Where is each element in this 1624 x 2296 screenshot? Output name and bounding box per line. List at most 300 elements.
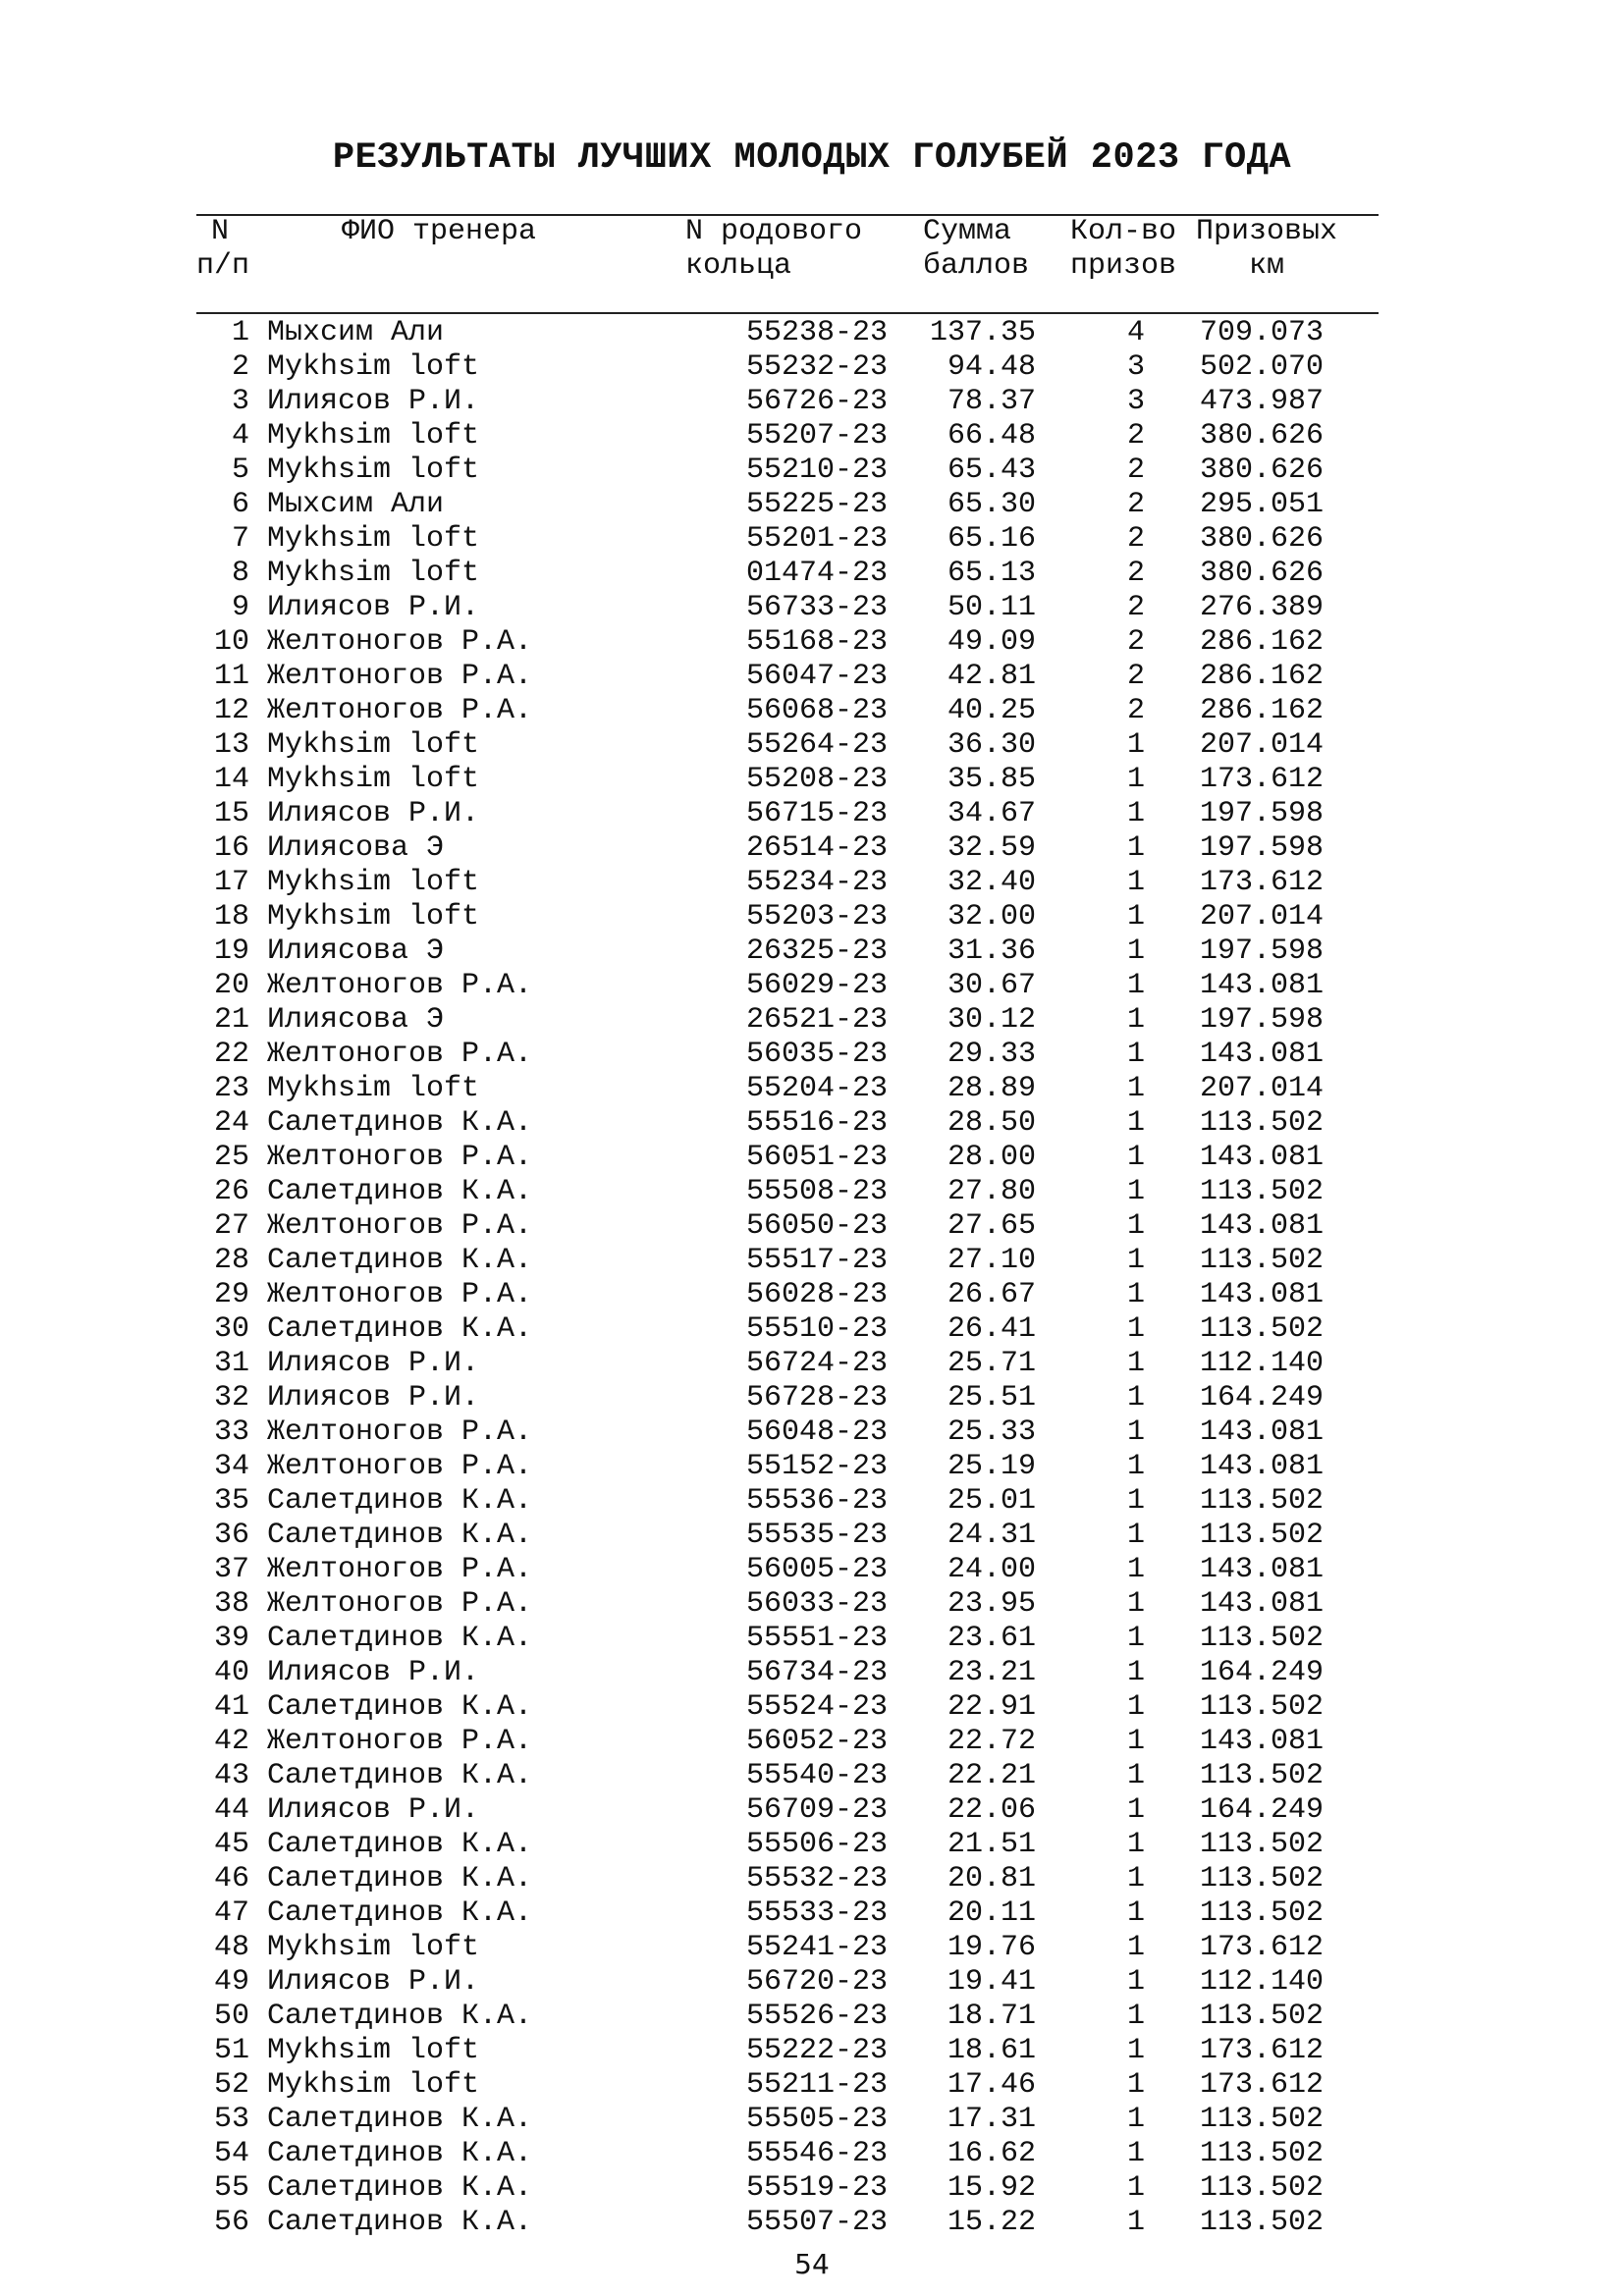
row-number: 31 bbox=[213, 1347, 249, 1380]
score-sum: 23.61 bbox=[947, 1622, 1036, 1655]
row-number: 35 bbox=[213, 1484, 249, 1518]
prize-count: 1 bbox=[1126, 1759, 1145, 1792]
score-sum: 28.50 bbox=[947, 1106, 1036, 1140]
results-table-body bbox=[0, 316, 1624, 2240]
table-row bbox=[0, 1347, 1624, 1381]
prize-count: 1 bbox=[1126, 1725, 1145, 1758]
row-number: 32 bbox=[213, 1381, 249, 1415]
prize-km: 143.081 bbox=[1199, 1209, 1324, 1243]
score-sum: 22.06 bbox=[947, 1793, 1036, 1827]
row-number: 39 bbox=[213, 1622, 249, 1655]
ring-number: 55238-23 bbox=[745, 316, 888, 349]
row-number: 37 bbox=[213, 1553, 249, 1586]
table-row bbox=[0, 1622, 1624, 1656]
prize-count: 1 bbox=[1126, 2171, 1145, 2205]
score-sum: 23.21 bbox=[947, 1656, 1036, 1689]
prize-count: 1 bbox=[1126, 1690, 1145, 1724]
prize-km: 113.502 bbox=[1199, 1690, 1324, 1724]
header-sum-line2: баллов bbox=[923, 249, 1030, 283]
score-sum: 24.31 bbox=[947, 1519, 1036, 1552]
row-number: 29 bbox=[213, 1278, 249, 1311]
row-number: 19 bbox=[213, 934, 249, 968]
row-number: 54 bbox=[213, 2137, 249, 2170]
table-row bbox=[0, 1415, 1624, 1450]
ring-number: 56028-23 bbox=[745, 1278, 888, 1311]
row-number: 33 bbox=[213, 1415, 249, 1449]
prize-count: 2 bbox=[1126, 625, 1145, 659]
table-row bbox=[0, 694, 1624, 728]
prize-km: 173.612 bbox=[1199, 763, 1324, 796]
row-number: 34 bbox=[213, 1450, 249, 1483]
trainer-name: Илиясов Р.И. bbox=[267, 1656, 480, 1689]
row-number: 24 bbox=[213, 1106, 249, 1140]
prize-count: 1 bbox=[1126, 1141, 1145, 1174]
prize-count: 2 bbox=[1126, 419, 1145, 453]
table-row bbox=[0, 385, 1624, 419]
prize-count: 3 bbox=[1126, 350, 1145, 384]
prize-count: 1 bbox=[1126, 1278, 1145, 1311]
row-number: 40 bbox=[213, 1656, 249, 1689]
header-num-line2: п/п bbox=[196, 249, 250, 283]
prize-km: 113.502 bbox=[1199, 2137, 1324, 2170]
trainer-name: Желтоногов Р.А. bbox=[267, 969, 533, 1002]
header-sum-line1: Сумма bbox=[923, 215, 1012, 248]
ring-number: 55532-23 bbox=[745, 1862, 888, 1896]
score-sum: 24.00 bbox=[947, 1553, 1036, 1586]
table-row bbox=[0, 2103, 1624, 2137]
trainer-name: Желтоногов Р.А. bbox=[267, 1725, 533, 1758]
page-number: 54 bbox=[794, 2248, 830, 2280]
row-number: 46 bbox=[213, 1862, 249, 1896]
score-sum: 32.00 bbox=[947, 900, 1036, 934]
score-sum: 27.80 bbox=[947, 1175, 1036, 1208]
trainer-name: Салетдинов К.А. bbox=[267, 1759, 533, 1792]
row-number: 13 bbox=[213, 728, 249, 762]
trainer-name: Mykhsim loft bbox=[267, 1072, 480, 1105]
table-row bbox=[0, 1381, 1624, 1415]
trainer-name: Желтоногов Р.А. bbox=[267, 660, 533, 693]
prize-count: 1 bbox=[1126, 1896, 1145, 1930]
ring-number: 56047-23 bbox=[745, 660, 888, 693]
prize-km: 502.070 bbox=[1199, 350, 1324, 384]
ring-number: 56033-23 bbox=[745, 1587, 888, 1621]
prize-km: 143.081 bbox=[1199, 969, 1324, 1002]
ring-number: 55211-23 bbox=[745, 2068, 888, 2102]
score-sum: 27.65 bbox=[947, 1209, 1036, 1243]
header-ring-line1: N родового bbox=[685, 215, 863, 248]
prize-count: 1 bbox=[1126, 1347, 1145, 1380]
ring-number: 26325-23 bbox=[745, 934, 888, 968]
prize-count: 1 bbox=[1126, 1072, 1145, 1105]
row-number: 38 bbox=[213, 1587, 249, 1621]
prize-count: 1 bbox=[1126, 831, 1145, 865]
score-sum: 25.01 bbox=[947, 1484, 1036, 1518]
header-km-line1: Призовых bbox=[1196, 215, 1338, 248]
prize-km: 143.081 bbox=[1199, 1278, 1324, 1311]
ring-number: 56733-23 bbox=[745, 591, 888, 624]
row-number: 43 bbox=[213, 1759, 249, 1792]
prize-count: 1 bbox=[1126, 1862, 1145, 1896]
trainer-name: Илиясов Р.И. bbox=[267, 1347, 480, 1380]
prize-km: 207.014 bbox=[1199, 728, 1324, 762]
score-sum: 50.11 bbox=[947, 591, 1036, 624]
trainer-name: Mykhsim loft bbox=[267, 728, 480, 762]
trainer-name: Салетдинов К.А. bbox=[267, 1244, 533, 1277]
header-count-line2: призов bbox=[1070, 249, 1177, 283]
prize-km: 276.389 bbox=[1199, 591, 1324, 624]
trainer-name: Салетдинов К.А. bbox=[267, 1862, 533, 1896]
ring-number: 55210-23 bbox=[745, 454, 888, 487]
prize-count: 1 bbox=[1126, 1312, 1145, 1346]
score-sum: 22.72 bbox=[947, 1725, 1036, 1758]
trainer-name: Желтоногов Р.А. bbox=[267, 1553, 533, 1586]
header-km-line2: км bbox=[1249, 249, 1285, 283]
row-number: 52 bbox=[213, 2068, 249, 2102]
score-sum: 20.81 bbox=[947, 1862, 1036, 1896]
row-number: 41 bbox=[213, 1690, 249, 1724]
ring-number: 55204-23 bbox=[745, 1072, 888, 1105]
trainer-name: Илиясов Р.И. bbox=[267, 797, 480, 830]
prize-km: 197.598 bbox=[1199, 797, 1324, 830]
table-row bbox=[0, 316, 1624, 350]
prize-count: 1 bbox=[1126, 1209, 1145, 1243]
trainer-name: Mykhsim loft bbox=[267, 2034, 480, 2067]
table-row bbox=[0, 1725, 1624, 1759]
table-row bbox=[0, 557, 1624, 591]
prize-km: 380.626 bbox=[1199, 557, 1324, 590]
ring-number: 26514-23 bbox=[745, 831, 888, 865]
prize-count: 1 bbox=[1126, 1828, 1145, 1861]
prize-count: 1 bbox=[1126, 1793, 1145, 1827]
trainer-name: Салетдинов К.А. bbox=[267, 1312, 533, 1346]
table-row bbox=[0, 1759, 1624, 1793]
row-number: 42 bbox=[213, 1725, 249, 1758]
trainer-name: Mykhsim loft bbox=[267, 350, 480, 384]
row-number: 53 bbox=[213, 2103, 249, 2136]
row-number: 2 bbox=[231, 350, 249, 384]
score-sum: 17.31 bbox=[947, 2103, 1036, 2136]
ring-number: 55152-23 bbox=[745, 1450, 888, 1483]
prize-km: 173.612 bbox=[1199, 866, 1324, 899]
score-sum: 31.36 bbox=[947, 934, 1036, 968]
ring-number: 55201-23 bbox=[745, 522, 888, 556]
prize-count: 1 bbox=[1126, 797, 1145, 830]
table-row bbox=[0, 728, 1624, 763]
table-row bbox=[0, 2034, 1624, 2068]
score-sum: 16.62 bbox=[947, 2137, 1036, 2170]
row-number: 51 bbox=[213, 2034, 249, 2067]
ring-number: 56051-23 bbox=[745, 1141, 888, 1174]
row-number: 6 bbox=[231, 488, 249, 521]
row-number: 9 bbox=[231, 591, 249, 624]
table-row bbox=[0, 1312, 1624, 1347]
prize-km: 173.612 bbox=[1199, 2034, 1324, 2067]
prize-km: 143.081 bbox=[1199, 1415, 1324, 1449]
row-number: 28 bbox=[213, 1244, 249, 1277]
prize-count: 1 bbox=[1126, 2206, 1145, 2239]
table-row bbox=[0, 419, 1624, 454]
trainer-name: Mykhsim loft bbox=[267, 522, 480, 556]
prize-km: 207.014 bbox=[1199, 1072, 1324, 1105]
row-number: 11 bbox=[213, 660, 249, 693]
trainer-name: Желтоногов Р.А. bbox=[267, 1587, 533, 1621]
trainer-name: Желтоногов Р.А. bbox=[267, 1450, 533, 1483]
row-number: 18 bbox=[213, 900, 249, 934]
score-sum: 20.11 bbox=[947, 1896, 1036, 1930]
table-row bbox=[0, 1209, 1624, 1244]
prize-count: 1 bbox=[1126, 1003, 1145, 1037]
score-sum: 36.30 bbox=[947, 728, 1036, 762]
row-number: 20 bbox=[213, 969, 249, 1002]
prize-km: 164.249 bbox=[1199, 1656, 1324, 1689]
prize-km: 113.502 bbox=[1199, 1244, 1324, 1277]
trainer-name: Желтоногов Р.А. bbox=[267, 1038, 533, 1071]
prize-km: 207.014 bbox=[1199, 900, 1324, 934]
ring-number: 55505-23 bbox=[745, 2103, 888, 2136]
score-sum: 137.35 bbox=[929, 316, 1036, 349]
ring-number: 55508-23 bbox=[745, 1175, 888, 1208]
ring-number: 56734-23 bbox=[745, 1656, 888, 1689]
score-sum: 28.00 bbox=[947, 1141, 1036, 1174]
ring-number: 56052-23 bbox=[745, 1725, 888, 1758]
prize-km: 197.598 bbox=[1199, 934, 1324, 968]
score-sum: 30.12 bbox=[947, 1003, 1036, 1037]
ring-number: 26521-23 bbox=[745, 1003, 888, 1037]
trainer-name: Салетдинов К.А. bbox=[267, 2171, 533, 2205]
prize-count: 1 bbox=[1126, 2000, 1145, 2033]
ring-number: 56724-23 bbox=[745, 1347, 888, 1380]
ring-number: 56035-23 bbox=[745, 1038, 888, 1071]
score-sum: 21.51 bbox=[947, 1828, 1036, 1861]
score-sum: 29.33 bbox=[947, 1038, 1036, 1071]
score-sum: 25.33 bbox=[947, 1415, 1036, 1449]
prize-count: 1 bbox=[1126, 1519, 1145, 1552]
prize-count: 1 bbox=[1126, 2034, 1145, 2067]
prize-count: 1 bbox=[1126, 1656, 1145, 1689]
prize-count: 2 bbox=[1126, 488, 1145, 521]
ring-number: 55207-23 bbox=[745, 419, 888, 453]
header-count-line1: Кол-во bbox=[1070, 215, 1177, 248]
ring-number: 55546-23 bbox=[745, 2137, 888, 2170]
prize-km: 113.502 bbox=[1199, 1862, 1324, 1896]
header-num-line1: N bbox=[211, 215, 230, 248]
ring-number: 56720-23 bbox=[745, 1965, 888, 1999]
prize-count: 1 bbox=[1126, 1038, 1145, 1071]
row-number: 21 bbox=[213, 1003, 249, 1037]
prize-count: 1 bbox=[1126, 866, 1145, 899]
table-row bbox=[0, 1484, 1624, 1519]
trainer-name: Салетдинов К.А. bbox=[267, 2000, 533, 2033]
table-row bbox=[0, 1175, 1624, 1209]
prize-km: 113.502 bbox=[1199, 1896, 1324, 1930]
prize-km: 113.502 bbox=[1199, 2103, 1324, 2136]
row-number: 48 bbox=[213, 1931, 249, 1964]
row-number: 27 bbox=[213, 1209, 249, 1243]
score-sum: 32.40 bbox=[947, 866, 1036, 899]
prize-count: 1 bbox=[1126, 934, 1145, 968]
ring-number: 56709-23 bbox=[745, 1793, 888, 1827]
prize-km: 113.502 bbox=[1199, 1828, 1324, 1861]
score-sum: 34.67 bbox=[947, 797, 1036, 830]
ring-number: 55510-23 bbox=[745, 1312, 888, 1346]
row-number: 4 bbox=[231, 419, 249, 453]
table-row bbox=[0, 1519, 1624, 1553]
ring-number: 55516-23 bbox=[745, 1106, 888, 1140]
score-sum: 19.41 bbox=[947, 1965, 1036, 1999]
table-row bbox=[0, 591, 1624, 625]
prize-count: 1 bbox=[1126, 1450, 1145, 1483]
score-sum: 18.71 bbox=[947, 2000, 1036, 2033]
score-sum: 65.30 bbox=[947, 488, 1036, 521]
trainer-name: Желтоногов Р.А. bbox=[267, 1415, 533, 1449]
table-row bbox=[0, 797, 1624, 831]
table-row bbox=[0, 350, 1624, 385]
table-row bbox=[0, 866, 1624, 900]
prize-km: 112.140 bbox=[1199, 1347, 1324, 1380]
prize-km: 143.081 bbox=[1199, 1725, 1324, 1758]
score-sum: 35.85 bbox=[947, 763, 1036, 796]
row-number: 30 bbox=[213, 1312, 249, 1346]
row-number: 56 bbox=[213, 2206, 249, 2239]
row-number: 25 bbox=[213, 1141, 249, 1174]
prize-km: 113.502 bbox=[1199, 1175, 1324, 1208]
table-row bbox=[0, 1931, 1624, 1965]
row-number: 5 bbox=[231, 454, 249, 487]
table-row bbox=[0, 1003, 1624, 1038]
table-row bbox=[0, 454, 1624, 488]
prize-count: 2 bbox=[1126, 660, 1145, 693]
table-row bbox=[0, 488, 1624, 522]
prize-count: 4 bbox=[1126, 316, 1145, 349]
table-row bbox=[0, 763, 1624, 797]
table-row bbox=[0, 2206, 1624, 2240]
table-row bbox=[0, 1106, 1624, 1141]
prize-count: 1 bbox=[1126, 2137, 1145, 2170]
prize-count: 1 bbox=[1126, 1415, 1145, 1449]
score-sum: 30.67 bbox=[947, 969, 1036, 1002]
prize-km: 113.502 bbox=[1199, 1312, 1324, 1346]
score-sum: 26.67 bbox=[947, 1278, 1036, 1311]
prize-count: 2 bbox=[1126, 591, 1145, 624]
trainer-name: Салетдинов К.А. bbox=[267, 2103, 533, 2136]
table-row bbox=[0, 934, 1624, 969]
row-number: 36 bbox=[213, 1519, 249, 1552]
ring-number: 55526-23 bbox=[745, 2000, 888, 2033]
ring-number: 55168-23 bbox=[745, 625, 888, 659]
ring-number: 56048-23 bbox=[745, 1415, 888, 1449]
trainer-name: Мыхсим Али bbox=[267, 316, 445, 349]
prize-count: 1 bbox=[1126, 1622, 1145, 1655]
prize-km: 143.081 bbox=[1199, 1141, 1324, 1174]
row-number: 3 bbox=[231, 385, 249, 418]
row-number: 12 bbox=[213, 694, 249, 727]
ring-number: 56029-23 bbox=[745, 969, 888, 1002]
score-sum: 17.46 bbox=[947, 2068, 1036, 2102]
ring-number: 55208-23 bbox=[745, 763, 888, 796]
table-row bbox=[0, 522, 1624, 557]
prize-km: 380.626 bbox=[1199, 522, 1324, 556]
prize-count: 2 bbox=[1126, 557, 1145, 590]
row-number: 49 bbox=[213, 1965, 249, 1999]
prize-count: 1 bbox=[1126, 1484, 1145, 1518]
table-row bbox=[0, 1038, 1624, 1072]
prize-count: 1 bbox=[1126, 763, 1145, 796]
table-row bbox=[0, 1141, 1624, 1175]
trainer-name: Mykhsim loft bbox=[267, 419, 480, 453]
score-sum: 15.92 bbox=[947, 2171, 1036, 2205]
prize-count: 1 bbox=[1126, 969, 1145, 1002]
prize-count: 1 bbox=[1126, 2103, 1145, 2136]
prize-count: 1 bbox=[1126, 728, 1145, 762]
ring-number: 55540-23 bbox=[745, 1759, 888, 1792]
score-sum: 40.25 bbox=[947, 694, 1036, 727]
prize-km: 113.502 bbox=[1199, 1622, 1324, 1655]
prize-count: 1 bbox=[1126, 1553, 1145, 1586]
table-row bbox=[0, 1690, 1624, 1725]
table-row bbox=[0, 625, 1624, 660]
table-row bbox=[0, 831, 1624, 866]
trainer-name: Илиясов Р.И. bbox=[267, 385, 480, 418]
score-sum: 49.09 bbox=[947, 625, 1036, 659]
trainer-name: Mykhsim loft bbox=[267, 454, 480, 487]
score-sum: 42.81 bbox=[947, 660, 1036, 693]
prize-km: 286.162 bbox=[1199, 660, 1324, 693]
prize-count: 1 bbox=[1126, 1244, 1145, 1277]
score-sum: 25.19 bbox=[947, 1450, 1036, 1483]
prize-km: 143.081 bbox=[1199, 1038, 1324, 1071]
prize-km: 143.081 bbox=[1199, 1553, 1324, 1586]
ring-number: 55519-23 bbox=[745, 2171, 888, 2205]
ring-number: 56728-23 bbox=[745, 1381, 888, 1415]
trainer-name: Салетдинов К.А. bbox=[267, 2206, 533, 2239]
ring-number: 56726-23 bbox=[745, 385, 888, 418]
table-row bbox=[0, 2137, 1624, 2171]
row-number: 17 bbox=[213, 866, 249, 899]
prize-count: 2 bbox=[1126, 694, 1145, 727]
trainer-name: Салетдинов К.А. bbox=[267, 2137, 533, 2170]
ring-number: 55264-23 bbox=[745, 728, 888, 762]
row-number: 8 bbox=[231, 557, 249, 590]
trainer-name: Желтоногов Р.А. bbox=[267, 1141, 533, 1174]
table-row bbox=[0, 660, 1624, 694]
trainer-name: Салетдинов К.А. bbox=[267, 1622, 533, 1655]
table-row bbox=[0, 1656, 1624, 1690]
trainer-name: Илиясов Р.И. bbox=[267, 1793, 480, 1827]
table-row bbox=[0, 969, 1624, 1003]
prize-km: 112.140 bbox=[1199, 1965, 1324, 1999]
score-sum: 78.37 bbox=[947, 385, 1036, 418]
ring-number: 56005-23 bbox=[745, 1553, 888, 1586]
row-number: 1 bbox=[231, 316, 249, 349]
prize-km: 164.249 bbox=[1199, 1793, 1324, 1827]
score-sum: 65.13 bbox=[947, 557, 1036, 590]
prize-count: 1 bbox=[1126, 900, 1145, 934]
page-title: РЕЗУЛЬТАТЫ ЛУЧШИХ МОЛОДЫХ ГОЛУБЕЙ 2023 ГОДА bbox=[332, 137, 1292, 179]
prize-count: 3 bbox=[1126, 385, 1145, 418]
trainer-name: Mykhsim loft bbox=[267, 2068, 480, 2102]
ring-number: 55507-23 bbox=[745, 2206, 888, 2239]
trainer-name: Салетдинов К.А. bbox=[267, 1175, 533, 1208]
score-sum: 22.91 bbox=[947, 1690, 1036, 1724]
ring-number: 55241-23 bbox=[745, 1931, 888, 1964]
prize-km: 173.612 bbox=[1199, 1931, 1324, 1964]
row-number: 16 bbox=[213, 831, 249, 865]
prize-count: 2 bbox=[1126, 454, 1145, 487]
prize-km: 113.502 bbox=[1199, 1484, 1324, 1518]
header-bottom-rule bbox=[196, 312, 1379, 314]
trainer-name: Mykhsim loft bbox=[267, 866, 480, 899]
row-number: 45 bbox=[213, 1828, 249, 1861]
